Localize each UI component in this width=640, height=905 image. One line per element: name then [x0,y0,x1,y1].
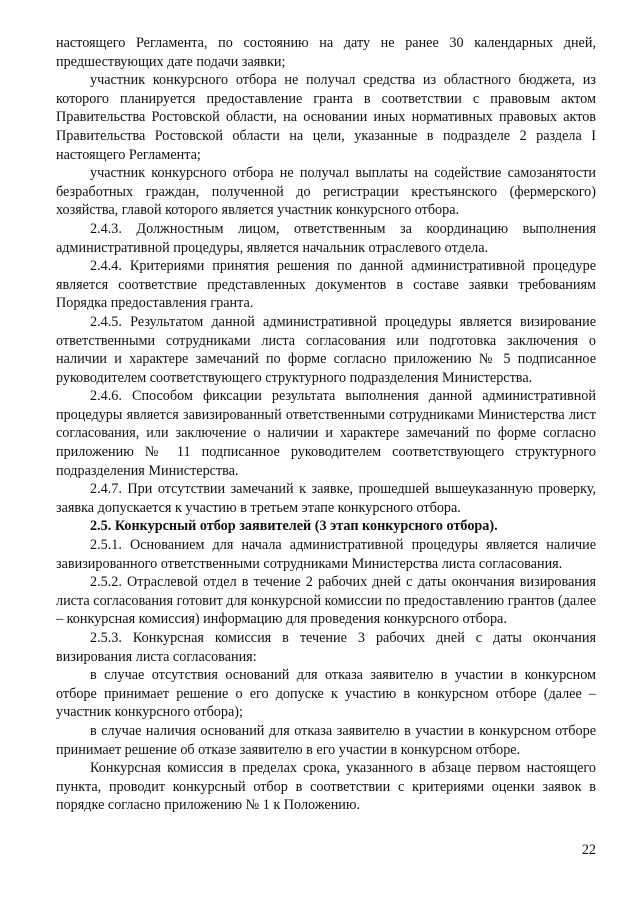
paragraph-2-4-6: 2.4.6. Способом фиксации результата выполнения данной административной процедуры является завизированный ответственными сотрудниками Министерства лист согласования, или заключение о наличии и характере замечаний по форме согласно приложению № 11 подписанное руководителем соответствующего структурного подразделения Министерства. [56,388,596,479]
paragraph-2-5-2: 2.5.2. Отраслевой отдел в течение 2 рабочих дней с даты окончания визирования листа согласования готовит для конкурсной комиссии по предоставлению грантов (далее – конкурсная комиссия) информацию для проведения конкурсного отбора. [56,574,596,628]
paragraph-2-4-3: 2.4.3. Должностным лицом, ответственным за координацию выполнения административной процедуры, является начальник отраслевого отдела. [56,220,596,256]
paragraph-competition-commission: Конкурсная комиссия в пределах срока, указанного в абзаце первом настоящего пункта, проводит конкурсный отбор в соответствии с критериями оценки заявок в порядке согласно приложению № 1 к Положению. [56,760,596,814]
paragraph-admission-case: в случае отсутствия оснований для отказа заявителю в участии в конкурсном отборе принимает решение о его допуске к участию в конкурсном отборе (далее – участник конкурсного отбора); [56,667,596,721]
paragraph-2-5-3: 2.5.3. Конкурсная комиссия в течение 3 рабочих дней с даты окончания визирования листа согласования: [56,630,596,665]
paragraph-2-5-1: 2.5.1. Основанием для начала административной процедуры является наличие завизированного ответственными сотрудниками Министерства листа согласования. [56,537,596,572]
paragraph-refusal-case: в случае наличия оснований для отказа заявителю в участии в конкурсном отборе принимает решение об отказе заявителю в его участии в конкурсном отборе. [56,722,596,758]
paragraph-3: участник конкурсного отбора не получал выплаты на содействие самозанятости безработных граждан, полученной до регистрации крестьянского (фермерского) хозяйства, главой которого является участник конкурсного отбора. [56,165,596,219]
paragraph-2-4-4: 2.4.4. Критериями принятия решения по данной административной процедуре является соответствие представленных документов в составе заявки требованиям Порядка предоставления гранта. [56,258,596,312]
paragraph-1: настоящего Регламента, по состоянию на дату не ранее 30 календарных дней, предшествующих дате подачи заявки; [56,35,596,70]
paragraph-2: участник конкурсного отбора не получал средства из областного бюджета, из которого планируется предоставление гранта в соответствии с правовым актом Правительства Ростовской области, на основании иных нормативных правовых актов Правительства Ростовской области на цели, указанные в подразделе 2 раздела I настоящего Регламента; [56,72,596,163]
page-number: 22 [581,842,596,858]
paragraph-2-4-7: 2.4.7. При отсутствии замечаний к заявке, прошедшей вышеуказанную проверку, заявка допускается к участию в третьем этапе конкурсного отбора. [56,481,596,516]
section-heading-2-5: 2.5. Конкурсный отбор заявителей (3 этап конкурсного отбора). [90,518,498,535]
paragraph-2-4-5: 2.4.5. Результатом данной административной процедуры является визирование ответственными сотрудниками листа согласования или подготовка заключения о наличии и характере замечаний по форме согласно приложению № 5 подписанное руководителем соответствующего структурного подразделения Министерства. [56,313,596,386]
document-body [56,34,596,815]
